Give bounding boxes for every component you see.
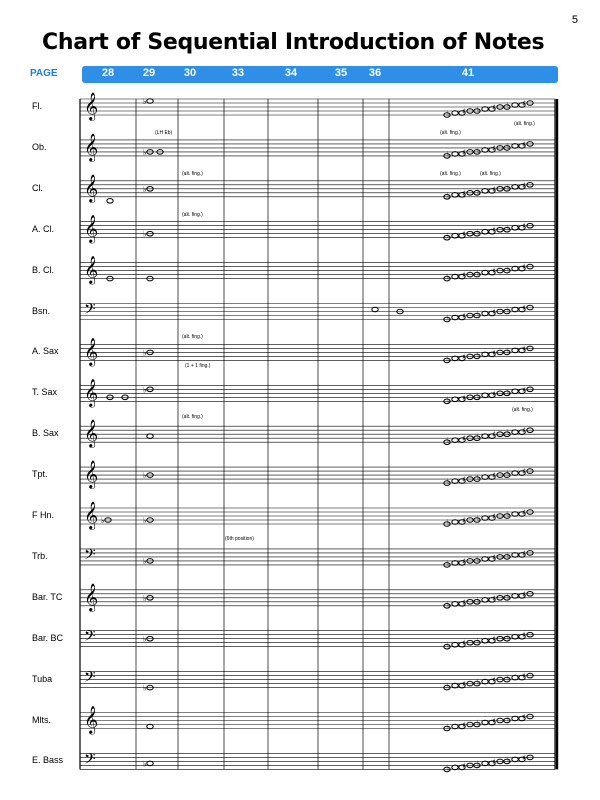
svg-text:♯: ♯	[492, 757, 496, 767]
svg-text:♯: ♯	[522, 589, 526, 599]
staff-1	[80, 133, 555, 162]
treble-clef-icon: 𝄞	[84, 337, 99, 366]
svg-text:♭: ♭	[477, 391, 481, 401]
svg-text:♯: ♯	[522, 548, 526, 558]
treble-clef-icon: 𝄞	[84, 501, 99, 529]
svg-text:♭: ♭	[143, 759, 147, 769]
svg-text:♯: ♯	[492, 184, 496, 194]
note-head	[107, 199, 113, 204]
svg-text:♯: ♯	[462, 393, 466, 403]
svg-text:♯: ♯	[522, 630, 526, 640]
svg-text:♯: ♯	[462, 270, 466, 280]
fingering-annotation: (alt. fing.)	[514, 121, 535, 127]
note-head	[512, 634, 518, 639]
staff-5	[80, 301, 555, 323]
svg-text:♭: ♭	[447, 681, 451, 691]
svg-text:♯: ♯	[522, 180, 526, 190]
svg-text:♭: ♭	[447, 599, 451, 609]
page-col-36: 36	[368, 67, 382, 79]
staff-9	[80, 460, 555, 489]
fingering-annotation: (1 + 1 fing.)	[185, 363, 211, 369]
svg-text:♯: ♯	[492, 307, 496, 317]
instrument-label: Mlts.	[32, 714, 51, 725]
svg-text:♭: ♭	[477, 105, 481, 114]
page-col-30: 30	[183, 67, 197, 79]
svg-text:♭: ♭	[447, 395, 451, 405]
page-col-35: 35	[334, 67, 348, 79]
instrument-label: Bar. TC	[32, 591, 63, 602]
note-head	[482, 189, 488, 194]
note-head	[482, 393, 488, 398]
note-head	[512, 266, 518, 271]
instrument-label: A. Sax	[32, 346, 59, 357]
svg-text:♯: ♯	[462, 597, 466, 607]
treble-clef-icon: 𝄞	[84, 132, 99, 161]
instrument-label: T. Sax	[32, 387, 58, 398]
page-number: 5	[571, 14, 578, 26]
svg-text:♯: ♯	[492, 593, 496, 603]
note-head	[452, 642, 458, 647]
treble-clef-icon: 𝄞	[84, 214, 99, 243]
staff-2	[80, 174, 555, 203]
svg-text:♭: ♭	[477, 186, 481, 196]
svg-text:♯: ♯	[522, 344, 526, 354]
instrument-label: Bar. BC	[32, 632, 64, 643]
fingering-annotation: (alt. fing.)	[182, 212, 203, 218]
note-head	[452, 111, 458, 116]
page-column-label: PAGE	[30, 68, 58, 79]
treble-clef-icon: 𝄞	[84, 419, 99, 448]
note-head	[147, 724, 153, 729]
note-head	[512, 471, 518, 476]
note-head	[452, 683, 458, 688]
fingering-annotation: (alt. fing.)	[182, 171, 203, 177]
svg-text:♯: ♯	[462, 434, 466, 444]
svg-text:♯: ♯	[522, 671, 526, 681]
svg-text:♭: ♭	[507, 714, 511, 724]
note-head	[512, 103, 518, 108]
note-head	[512, 512, 518, 517]
note-head	[512, 553, 518, 558]
svg-text:♯: ♯	[462, 679, 466, 689]
svg-text:♭: ♭	[507, 632, 511, 642]
svg-text:♭: ♭	[447, 149, 451, 159]
svg-text:♯: ♯	[492, 143, 496, 153]
svg-text:♭: ♭	[477, 595, 481, 605]
bass-clef-icon: 𝄢	[84, 750, 96, 772]
svg-text:♭: ♭	[101, 516, 105, 525]
note-head	[512, 716, 518, 721]
svg-text:♯: ♯	[522, 467, 526, 477]
svg-text:♭: ♭	[507, 469, 511, 479]
note-head	[482, 475, 488, 480]
svg-text:♭: ♭	[447, 763, 451, 773]
instrument-label: B. Sax	[32, 428, 59, 439]
instrument-label: Bsn.	[32, 305, 51, 316]
svg-text:♭: ♭	[447, 518, 451, 527]
note-head	[147, 99, 153, 104]
svg-text:♯: ♯	[492, 103, 496, 112]
svg-text:♭: ♭	[507, 141, 511, 151]
note-head	[482, 761, 488, 766]
note-head	[452, 602, 458, 607]
fingering-annotation: (alt. fing.)	[512, 407, 533, 413]
page-col-29: 29	[142, 67, 156, 79]
note-head	[452, 274, 458, 279]
svg-text:♯: ♯	[462, 188, 466, 198]
svg-text:♯: ♯	[522, 712, 526, 722]
bass-clef-icon: 𝄢	[84, 627, 96, 649]
svg-text:♯: ♯	[462, 516, 466, 525]
svg-text:♯: ♯	[492, 430, 496, 440]
svg-text:♭: ♭	[447, 190, 451, 200]
page-col-28: 28	[101, 67, 115, 79]
note-head	[147, 761, 153, 766]
fingering-annotation: (alt. fing.)	[440, 171, 461, 177]
note-head	[482, 352, 488, 357]
svg-text:♭: ♭	[507, 264, 511, 274]
staff-16	[80, 750, 555, 772]
svg-text:♭: ♭	[507, 223, 511, 233]
svg-text:♭: ♭	[447, 354, 451, 364]
svg-text:♭: ♭	[143, 556, 147, 566]
svg-text:♭: ♭	[477, 636, 481, 646]
svg-text:♭: ♭	[507, 428, 511, 438]
note-head	[512, 594, 518, 599]
bass-clef-icon: 𝄢	[84, 300, 96, 322]
svg-text:♯: ♯	[522, 508, 526, 517]
staff-4	[80, 256, 555, 285]
svg-text:♯: ♯	[462, 352, 466, 362]
bass-clef-icon: 𝄢	[84, 668, 96, 690]
svg-text:♯: ♯	[522, 385, 526, 395]
page-col-33: 33	[231, 67, 245, 79]
svg-text:♯: ♯	[462, 107, 466, 116]
note-head	[482, 148, 488, 153]
svg-text:♭: ♭	[143, 348, 147, 358]
note-head	[512, 348, 518, 353]
staff-7	[80, 378, 555, 407]
svg-text:♭: ♭	[477, 227, 481, 237]
svg-text:♯: ♯	[462, 229, 466, 239]
svg-text:♯: ♯	[492, 512, 496, 521]
note-head	[452, 193, 458, 198]
svg-text:♯: ♯	[492, 266, 496, 276]
fingering-annotation: (alt. fing.)	[182, 414, 203, 420]
svg-text:♭: ♭	[477, 759, 481, 769]
svg-text:♯: ♯	[462, 147, 466, 157]
fingering-annotation: (6th position)	[225, 536, 254, 542]
treble-clef-icon: 𝄞	[84, 378, 99, 407]
svg-text:♭: ♭	[507, 182, 511, 192]
note-head	[512, 307, 518, 312]
instrument-label: Tpt.	[32, 469, 48, 480]
svg-text:♭: ♭	[447, 231, 451, 241]
svg-text:♭: ♭	[507, 755, 511, 765]
svg-text:♯: ♯	[462, 475, 466, 485]
page-title: Chart of Sequential Introduction of Notes	[42, 30, 545, 55]
svg-text:♭: ♭	[477, 473, 481, 483]
svg-text:♭: ♭	[143, 516, 147, 525]
svg-text:♭: ♭	[143, 97, 147, 106]
note-head	[482, 434, 488, 439]
svg-text:♭: ♭	[447, 272, 451, 282]
svg-text:♭: ♭	[477, 554, 481, 564]
svg-text:♯: ♯	[522, 753, 526, 763]
svg-text:♭: ♭	[143, 471, 147, 481]
instrument-label: Tuba	[32, 673, 53, 684]
instrument-label: Fl.	[32, 101, 42, 111]
svg-text:♭: ♭	[477, 268, 481, 278]
svg-text:♯: ♯	[522, 139, 526, 149]
note-head	[512, 144, 518, 149]
svg-text:♯: ♯	[492, 471, 496, 481]
note-head	[482, 311, 488, 316]
svg-text:♭: ♭	[447, 477, 451, 487]
svg-text:♭: ♭	[447, 722, 451, 732]
svg-text:♭: ♭	[477, 350, 481, 360]
instrument-label: Ob.	[32, 141, 47, 152]
staff-14	[80, 669, 555, 693]
fingering-annotation: (LH Eb)	[155, 130, 173, 136]
note-head	[452, 765, 458, 770]
svg-text:♭: ♭	[507, 101, 511, 110]
svg-text:♭: ♭	[507, 550, 511, 560]
note-head	[452, 561, 458, 566]
note-head	[452, 520, 458, 525]
svg-text:♭: ♭	[477, 309, 481, 319]
fingering-annotation: (alt. fing.)	[182, 334, 203, 340]
svg-text:♯: ♯	[462, 311, 466, 321]
note-head	[147, 434, 153, 439]
note-head	[452, 356, 458, 361]
note-head	[512, 225, 518, 230]
fingering-annotation: (alt. fing.)	[440, 130, 461, 136]
svg-text:♭: ♭	[477, 514, 481, 523]
note-head	[482, 598, 488, 603]
treble-clef-icon: 𝄞	[84, 582, 99, 611]
note-head	[452, 315, 458, 320]
staff-3	[80, 215, 555, 244]
note-head	[482, 270, 488, 275]
staff-10	[80, 501, 555, 530]
svg-text:♭: ♭	[447, 109, 451, 118]
note-head	[482, 557, 488, 562]
svg-text:♯: ♯	[492, 716, 496, 726]
svg-text:♯: ♯	[492, 675, 496, 685]
treble-clef-icon: 𝄞	[84, 173, 99, 202]
fingering-annotation: (alt. fing.)	[480, 171, 501, 177]
instrument-label: B. Cl.	[32, 264, 55, 275]
instrument-label: Trb.	[32, 550, 48, 561]
svg-text:♯: ♯	[492, 225, 496, 235]
note-head	[512, 430, 518, 435]
svg-text:♭: ♭	[507, 591, 511, 601]
note-head	[482, 638, 488, 643]
note-head	[512, 389, 518, 394]
note-head	[482, 679, 488, 684]
svg-text:♯: ♯	[492, 552, 496, 562]
svg-text:♯: ♯	[462, 556, 466, 566]
bass-clef-icon: 𝄢	[84, 545, 96, 567]
svg-text:♯: ♯	[522, 426, 526, 436]
svg-text:♭: ♭	[477, 677, 481, 687]
note-head	[452, 397, 458, 402]
svg-text:♯: ♯	[522, 221, 526, 231]
staff-12	[80, 583, 555, 612]
svg-text:♭: ♭	[477, 432, 481, 442]
note-head	[452, 438, 458, 443]
svg-text:♭: ♭	[507, 510, 511, 519]
note-head	[452, 152, 458, 157]
svg-text:♯: ♯	[492, 389, 496, 399]
note-head	[482, 229, 488, 234]
note-head	[512, 757, 518, 762]
note-head	[452, 479, 458, 484]
instrument-label: F Hn.	[32, 510, 55, 520]
page-col-41: 41	[461, 67, 475, 79]
svg-text:♭: ♭	[447, 313, 451, 323]
svg-text:♭: ♭	[447, 640, 451, 650]
svg-text:♯: ♯	[492, 634, 496, 644]
instrument-label: Cl.	[32, 182, 43, 193]
page-col-34: 34	[284, 67, 298, 79]
svg-text:♭: ♭	[477, 145, 481, 155]
staff-8	[80, 419, 555, 448]
instrument-label: E. Bass	[32, 755, 64, 766]
svg-text:♭: ♭	[507, 387, 511, 397]
treble-clef-icon: 𝄞	[84, 255, 99, 284]
svg-text:♯: ♯	[462, 761, 466, 771]
instrument-label: A. Cl.	[32, 223, 55, 234]
svg-text:♭: ♭	[447, 436, 451, 446]
note-head	[512, 675, 518, 680]
svg-text:♭: ♭	[143, 593, 147, 603]
svg-text:♭: ♭	[143, 147, 147, 157]
staff-15	[80, 706, 555, 735]
note-head	[452, 724, 458, 729]
staff-13	[80, 628, 555, 650]
note-head	[482, 720, 488, 725]
svg-text:♭: ♭	[143, 683, 147, 693]
svg-text:♭: ♭	[143, 634, 147, 644]
svg-text:♯: ♯	[522, 99, 526, 108]
svg-text:♭: ♭	[447, 558, 451, 568]
note-head	[452, 233, 458, 238]
staff-11	[80, 546, 555, 568]
svg-text:♭: ♭	[143, 229, 147, 239]
note-head	[482, 516, 488, 521]
svg-text:♭: ♭	[477, 718, 481, 728]
svg-text:♭: ♭	[507, 673, 511, 683]
svg-text:♯: ♯	[492, 348, 496, 358]
svg-text:♭: ♭	[143, 385, 147, 395]
treble-clef-icon: 𝄞	[84, 705, 99, 734]
svg-text:♭: ♭	[143, 184, 147, 194]
note-head	[372, 307, 378, 312]
treble-clef-icon: 𝄞	[84, 92, 99, 120]
svg-text:♯: ♯	[462, 638, 466, 648]
svg-text:♯: ♯	[522, 262, 526, 272]
svg-text:♯: ♯	[522, 303, 526, 313]
treble-clef-icon: 𝄞	[84, 460, 99, 489]
svg-text:♭: ♭	[507, 305, 511, 315]
note-head	[482, 107, 488, 112]
staff-0	[80, 92, 555, 121]
note-head	[512, 185, 518, 190]
staff-6	[80, 337, 555, 366]
svg-text:♭: ♭	[507, 346, 511, 356]
svg-text:♯: ♯	[462, 720, 466, 730]
